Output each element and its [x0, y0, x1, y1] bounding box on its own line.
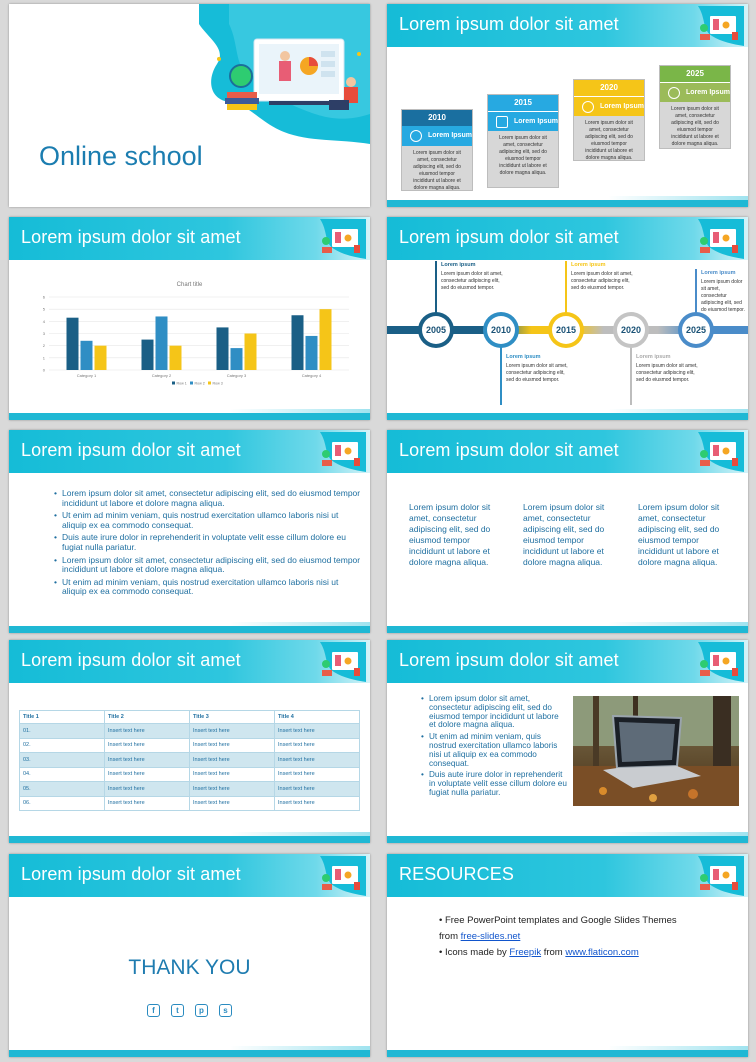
- timeline-body: Lorem ipsum dolor sit amet, consectetur adipiscing elit, sed do eiusmod tempor.: [506, 363, 568, 383]
- table-cell: Insert text here: [275, 767, 360, 782]
- slide-footer-bar: [9, 1050, 370, 1057]
- title-illustration: [189, 4, 370, 144]
- timeline-heading: Lorem ipsum: [571, 262, 606, 268]
- bar-row-1-1: [67, 318, 79, 370]
- slide-6-title: Lorem ipsum dolor sit amet: [399, 440, 619, 460]
- header-illustration: [692, 642, 744, 682]
- timeline-label: Lorem Ipsum: [402, 126, 472, 146]
- slide-1[interactable]: [9, 4, 370, 207]
- resource-line-1: • Free PowerPoint templates and Google Slides Themes: [439, 915, 677, 926]
- text-column-2: Lorem ipsum dolor sit amet, consectetur adipiscing elit, sed do eiusmod tempor incididunt ut labore et dolore magna aliqua.: [523, 502, 605, 567]
- header-illustration: [692, 432, 744, 472]
- slide-footer-bar: [387, 1050, 748, 1057]
- table-header-row: [20, 711, 360, 724]
- slide-10-title: RESOURCES: [399, 864, 514, 884]
- table-cell: Insert text here: [105, 767, 190, 782]
- bar-row-3-3: [245, 334, 257, 371]
- row-number: 05.: [20, 782, 105, 797]
- slide-7[interactable]: [9, 640, 370, 843]
- slide-footer-bar: [9, 836, 370, 843]
- bullet-item: • Duis aute irure dolor in reprehenderit in voluptate velit esse cillum dolore eu fugiat nulla pariatur.: [421, 771, 567, 797]
- bar-chart: [9, 217, 370, 420]
- timeline-body: Lorem ipsum dolor sit amet, consectetur adipiscing elit, sed do eiusmod tempor.: [636, 363, 698, 383]
- table-cell: Insert text here: [275, 724, 360, 739]
- table-row: [20, 724, 360, 739]
- bar-row-3-2: [170, 346, 182, 370]
- timeline-label: Lorem Ipsum: [488, 111, 558, 131]
- y-tick-label: 3: [42, 331, 45, 336]
- table-header: Title 1: [20, 711, 105, 724]
- table-cell: Insert text here: [105, 753, 190, 768]
- slide-3-title: Lorem ipsum dolor sit amet: [21, 227, 241, 247]
- table-row: [20, 767, 360, 782]
- header-illustration: [314, 642, 366, 682]
- bullet-list: [54, 489, 362, 600]
- legend-swatch: [172, 382, 175, 385]
- chart-title: Chart title: [176, 282, 203, 288]
- bullet-item: • Lorem ipsum dolor sit amet, consectetur adipiscing elit, sed do eiusmod tempor incididunt ut labore et dolore magna aliqua.: [54, 556, 362, 575]
- table-cell: Insert text here: [190, 753, 275, 768]
- slide-4-title: Lorem ipsum dolor sit amet: [399, 227, 619, 247]
- slide-1-title: Online school: [39, 141, 203, 171]
- timeline-box-2010: [401, 109, 473, 191]
- timeline-node-2020: 2020: [613, 312, 649, 348]
- slide-footer-bar: [387, 836, 748, 843]
- slide-footer-bar: [9, 413, 370, 420]
- y-tick-label: 5: [42, 306, 45, 312]
- timeline-text: Lorem ipsum dolor sit amet, consectetur adipiscing elit, sed do eiusmod tempor incididunt ut labore et dolore magna aliqua.: [585, 120, 633, 161]
- y-tick-label: 2: [42, 343, 45, 349]
- bar-row-1-4: [292, 315, 304, 370]
- slide-9[interactable]: [9, 854, 370, 1057]
- globe-icon: [668, 87, 680, 99]
- flaticon-link[interactable]: www.flaticon.com: [565, 947, 639, 958]
- header-illustration: [314, 856, 366, 896]
- slide-9-title: Lorem ipsum dolor sit amet: [21, 864, 241, 884]
- slide-footer-bar: [387, 200, 748, 207]
- legend-swatch: [190, 382, 193, 385]
- resources-text: [439, 913, 677, 961]
- bar-row-1-2: [142, 340, 154, 370]
- x-tick-label: Category 1: [76, 373, 97, 378]
- bullet-item: • Ut enim ad minim veniam, quis nostrud exercitation ullamco laboris nisi ut aliquip ex ea commodo consequat.: [421, 733, 567, 768]
- table-cell: Insert text here: [275, 753, 360, 768]
- table-row: [20, 796, 360, 811]
- slide-7-title: Lorem ipsum dolor sit amet: [21, 650, 241, 670]
- timeline-year: 2025: [660, 66, 730, 82]
- timeline-label: Lorem Ipsum: [660, 82, 730, 102]
- folder-icon: [496, 116, 508, 128]
- bullet-item: • Lorem ipsum dolor sit amet, consectetur adipiscing elit, sed do eiusmod tempor incididunt ut labore et dolore magna aliqua.: [421, 695, 567, 730]
- clock-icon: [582, 101, 594, 113]
- table-cell: Insert text here: [275, 796, 360, 811]
- row-number: 06.: [20, 796, 105, 811]
- bar-row-2-1: [81, 341, 93, 370]
- slide-6[interactable]: [387, 430, 748, 633]
- table-header: Title 4: [275, 711, 360, 724]
- timeline-heading: Lorem ipsum: [701, 270, 736, 276]
- thank-you-text: THANK YOU: [128, 956, 251, 979]
- data-table: [19, 710, 360, 811]
- timeline-heading: Lorem ipsum: [506, 354, 541, 360]
- pinterest-icon[interactable]: p: [195, 1004, 208, 1017]
- table-cell: Insert text here: [190, 796, 275, 811]
- header-illustration: [692, 219, 744, 259]
- timeline-year: 2010: [402, 110, 472, 126]
- timeline-box-2020: [573, 79, 645, 161]
- y-tick-label: 6: [42, 294, 45, 300]
- y-tick-label: 1: [42, 355, 45, 361]
- x-tick-label: Category 4: [301, 373, 322, 378]
- table-cell: Insert text here: [105, 738, 190, 753]
- twitter-icon[interactable]: t: [171, 1004, 184, 1017]
- facebook-icon[interactable]: f: [147, 1004, 160, 1017]
- timeline-node-2015: 2015: [548, 312, 584, 348]
- laptop-photo: [573, 696, 739, 806]
- slide-10[interactable]: [387, 854, 748, 1057]
- laptop-in-forest-image: [573, 696, 739, 806]
- timeline-text: Lorem ipsum dolor sit amet, consectetur adipiscing elit, sed do eiusmod tempor incididunt ut labore et dolore magna aliqua.: [671, 106, 719, 147]
- bar-row-3-1: [95, 346, 107, 370]
- table-row: [20, 738, 360, 753]
- y-tick-label: 0: [42, 367, 45, 373]
- bullet-item: • Lorem ipsum dolor sit amet, consectetur adipiscing elit, sed do eiusmod tempor incididunt ut labore et dolore magna aliqua.: [54, 489, 362, 508]
- text-column-1: Lorem ipsum dolor sit amet, consectetur adipiscing elit, sed do eiusmod tempor incididunt ut labore et dolore magna aliqua.: [409, 502, 491, 567]
- bar-row-3-4: [320, 309, 332, 370]
- resource-line-2: from free-slides.net: [439, 931, 521, 942]
- row-number: 03.: [20, 753, 105, 768]
- bullet-item: • Ut enim ad minim veniam, quis nostrud exercitation ullamco laboris nisi ut aliquip ex ea commodo consequat.: [54, 511, 362, 530]
- table-cell: Insert text here: [275, 738, 360, 753]
- bullet-item: • Duis aute irure dolor in reprehenderit in voluptate velit esse cillum dolore eu fugiat nulla pariatur.: [54, 533, 362, 552]
- table-header: Title 2: [105, 711, 190, 724]
- legend-label: Row 2: [194, 381, 205, 386]
- bar-row-2-2: [156, 316, 168, 370]
- table-cell: Insert text here: [190, 782, 275, 797]
- x-tick-label: Category 3: [226, 373, 247, 378]
- slide-footer-bar: [387, 413, 748, 420]
- y-tick-label: 4: [42, 318, 45, 324]
- table-cell: Insert text here: [275, 782, 360, 797]
- timeline-node-2010: 2010: [483, 312, 519, 348]
- bullet-item: • Ut enim ad minim veniam, quis nostrud exercitation ullamco laboris nisi ut aliquip ex ea commodo consequat.: [54, 578, 362, 597]
- timeline-node-2025: 2025: [678, 312, 714, 348]
- slide-5-title: Lorem ipsum dolor sit amet: [21, 440, 241, 460]
- timeline-heading: Lorem ipsum: [636, 354, 671, 360]
- bar-row-1-3: [217, 327, 229, 370]
- table-cell: Insert text here: [105, 782, 190, 797]
- slide-8-title: Lorem ipsum dolor sit amet: [399, 650, 619, 670]
- row-number: 02.: [20, 738, 105, 753]
- text-column-3: Lorem ipsum dolor sit amet, consectetur adipiscing elit, sed do eiusmod tempor incididunt ut labore et dolore magna aliqua.: [638, 502, 720, 567]
- header-illustration: [692, 856, 744, 896]
- free-slides-link[interactable]: free-slides.net: [460, 931, 521, 942]
- timeline-body: Lorem ipsum dolor sit amet, consectetur adipiscing elit, sed do eiusmod tempor.: [571, 271, 633, 291]
- skype-icon[interactable]: s: [219, 1004, 232, 1017]
- slide-2-title: Lorem ipsum dolor sit amet: [399, 14, 619, 34]
- header-illustration: [314, 432, 366, 472]
- timeline-year: 2020: [574, 80, 644, 96]
- table-cell: Insert text here: [190, 738, 275, 753]
- bar-row-2-4: [306, 336, 318, 370]
- timeline-body: Lorem ipsum dolor sit amet, consectetur adipiscing elit, sed do eiusmod tempor.: [701, 279, 745, 313]
- table-header: Title 3: [190, 711, 275, 724]
- freepik-link[interactable]: Freepik: [509, 947, 542, 958]
- timeline-text: Lorem ipsum dolor sit amet, consectetur adipiscing elit, sed do eiusmod tempor incididunt ut labore et dolore magna aliqua.: [499, 135, 547, 176]
- timeline-text: Lorem ipsum dolor sit amet, consectetur adipiscing elit, sed do eiusmod tempor incididunt ut labore et dolore magna aliqua.: [413, 150, 461, 191]
- resource-line-3: • Icons made by Freepik from www.flaticon.com: [439, 947, 639, 958]
- timeline-body: Lorem ipsum dolor sit amet, consectetur adipiscing elit, sed do eiusmod tempor.: [441, 271, 503, 291]
- row-number: 04.: [20, 767, 105, 782]
- row-number: 01.: [20, 724, 105, 739]
- x-tick-label: Category 2: [151, 373, 172, 378]
- legend-swatch: [208, 382, 211, 385]
- timeline-box-2025: [659, 65, 731, 149]
- table-cell: Insert text here: [105, 796, 190, 811]
- legend-label: Row 1: [176, 381, 187, 386]
- table-cell: Insert text here: [190, 724, 275, 739]
- table-row: [20, 753, 360, 768]
- legend-label: Row 3: [212, 381, 223, 386]
- slide-8[interactable]: [387, 640, 748, 843]
- table-row: [20, 782, 360, 797]
- header-illustration: [692, 6, 744, 46]
- map-pin-icon: [410, 130, 422, 142]
- table-cell: Insert text here: [105, 724, 190, 739]
- slide-4[interactable]: [387, 217, 748, 420]
- slide-footer-bar: [9, 626, 370, 633]
- slide-2[interactable]: [387, 4, 748, 207]
- table-cell: Insert text here: [190, 767, 275, 782]
- slide-footer-bar: [387, 626, 748, 633]
- bar-row-2-3: [231, 348, 243, 370]
- timeline-node-2005: 2005: [418, 312, 454, 348]
- timeline-box-2015: [487, 94, 559, 188]
- timeline-heading: Lorem ipsum: [441, 262, 476, 268]
- slide-5[interactable]: [9, 430, 370, 633]
- timeline-year: 2015: [488, 95, 558, 111]
- slide-3[interactable]: [9, 217, 370, 420]
- bullet-list: [421, 695, 567, 801]
- timeline-label: Lorem Ipsum: [574, 96, 644, 116]
